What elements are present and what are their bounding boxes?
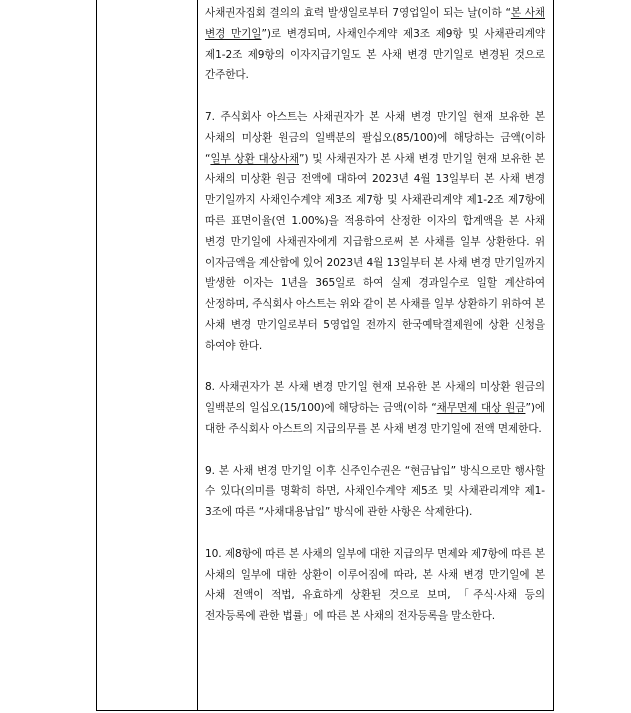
table-content-column xyxy=(198,0,553,710)
paragraph-gap xyxy=(205,440,545,461)
paragraph-9 xyxy=(205,461,545,523)
document-table xyxy=(96,0,554,711)
paragraph-7 xyxy=(205,107,545,357)
text-segment: 9. 본 사채 변경 만기일 이후 신주인수권은 “현금납입” 방식으로만 행사할 수 있다(의미를 명확히 하면, 사채인수계약 제5조 및 사채관리계약 제1-3조에 따른 “사채대용납입” 방식에 관한 사항은 삭제한다). xyxy=(205,464,545,519)
defined-term-partial-redemption: 일부 상환 대상사채 xyxy=(210,152,299,165)
table-label-column xyxy=(97,0,198,710)
text-segment: ”)에 대한 주식회사 아스트의 지급의무를 본 사채 변경 만기일에 전액 면제한다. xyxy=(205,402,545,435)
paragraph-gap xyxy=(205,357,545,378)
paragraph-8 xyxy=(205,377,545,439)
paragraph-6-continued xyxy=(205,3,545,86)
text-segment: ”) 및 사채권자가 본 사채 변경 만기일 현재 보유한 본 사채의 미상환 원금 전액에 대하여 2023년 4월 13일부터 본 사채 변경 만기일까지 사채인수계약 제3조 제7항 및 사채관리계약 제1-2조 제7항에 따른 표면이율(연 1.00%)을 적용하여 산정한 이자의 합계액을 본 사채 변경 만기일에 사채권자에게 지급함으로써 본 사채를 일부 상환한다. 위 이자금액을 계산함에 있어 2023년 4월 13일부터 본 사채 변경 만기일까지 발생한 이자는 1년을 365일로 하여 실제 경과일수로 일할 계산하여 산정하며, 주식회사 아스트는 위와 같이 본 사채를 일부 상환하기 위하여 본 사채 변경 만기일로부터 5영업일 전까지 한국예탁결제원에 상환 신청을 하여야 한다. xyxy=(205,152,545,352)
paragraph-10 xyxy=(205,544,545,627)
text-segment: 10. 제8항에 따른 본 사채의 일부에 대한 지급의무 면제와 제7항에 따른 본 사채의 일부에 대한 상환이 이루어짐에 따라, 본 사채 변경 만기일에 본 사채 전액이 적법, 유효하게 상환된 것으로 보며, 「주식·사채 등의 전자등록에 관한 법률」에 따른 본 사채의 전자등록을 말소한다. xyxy=(205,547,545,623)
paragraph-gap xyxy=(205,523,545,544)
defined-term-debt-waiver-principal: 채무면제 대상 원금 xyxy=(436,402,526,415)
text-segment: 7. 주식회사 아스트는 사채권자가 본 사채 변경 만기일 현재 보유한 본 사채의 미상환 원금의 일백분의 팔십오(85/100)에 해당하는 금액(이하 “ xyxy=(205,110,545,165)
text-segment: 사채권자집회 결의의 효력 발생일로부터 7영업일이 되는 날(이하 “ xyxy=(205,7,511,19)
text-segment: 8. 사채권자가 본 사채 변경 만기일 현재 보유한 본 사채의 미상환 원금의 일백분의 일십오(15/100)에 해당하는 금액(이하 “ xyxy=(205,381,545,415)
paragraph-gap xyxy=(205,86,545,107)
text-segment: ”)로 변경되며, 사채인수계약 제3조 제9항 및 사채관리계약 제1-2조 제9항의 이자지급기일도 본 사채 변경 만기일로 변경된 것으로 간주한다. xyxy=(205,27,546,82)
defined-term-maturity-date: 본 사채 변경 만기일 xyxy=(205,7,546,40)
